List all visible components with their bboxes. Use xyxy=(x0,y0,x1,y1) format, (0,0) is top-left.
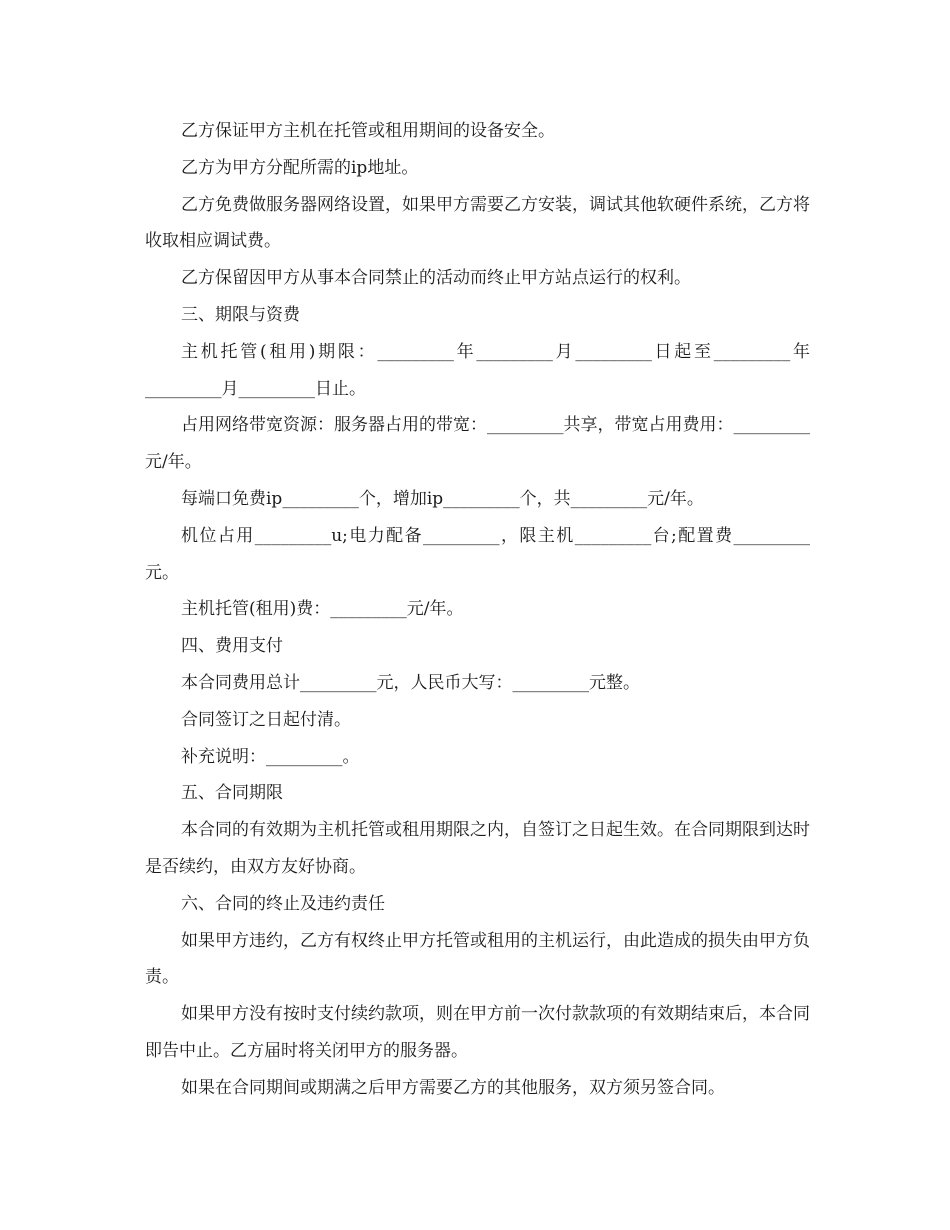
paragraph-hosting-period: 主机托管(租用)期限：_________年_________月_________日起至_________年_________月_________日止。 xyxy=(145,341,810,399)
section-heading-term-fees: 三、期限与资费 xyxy=(181,304,300,325)
paragraph-ip-allocation: 乙方为甲方分配所需的ip地址。 xyxy=(181,157,419,178)
paragraph-network-setup: 乙方免费做服务器网络设置，如果甲方需要乙方安装，调试其他软硬件系统，乙方将收取相应调试费。 xyxy=(145,194,810,252)
paragraph-termination-right: 乙方保留因甲方从事本合同禁止的活动而终止甲方站点运行的权利。 xyxy=(181,268,691,289)
paragraph-rack-power: 机位占用_________u;电力配备_________，限主机_________台;配置费_________元。 xyxy=(145,525,810,583)
section-heading-termination-liability: 六、合同的终止及违约责任 xyxy=(181,893,385,914)
paragraph-port-ip: 每端口免费ip_________个，增加ip_________个，共_________元/年。 xyxy=(181,488,704,509)
paragraph-payment-timing: 合同签订之日起付清。 xyxy=(181,709,351,730)
section-heading-payment: 四、费用支付 xyxy=(181,636,283,657)
paragraph-validity: 本合同的有效期为主机托管或租用期限之内，自签订之日起生效。在合同期限到达时是否续约，由双方友好协商。 xyxy=(145,820,810,877)
paragraph-equipment-safety: 乙方保证甲方主机在托管或租用期间的设备安全。 xyxy=(181,121,555,141)
document-body xyxy=(145,113,810,1107)
paragraph-hosting-fee: 主机托管(租用)费：_________元/年。 xyxy=(181,599,464,620)
paragraph-other-services: 如果在合同期间或期满之后甲方需要乙方的其他服务，双方须另签合同。 xyxy=(181,1077,725,1098)
section-heading-contract-term: 五、合同期限 xyxy=(181,783,283,804)
paragraph-total-cost: 本合同费用总计_________元，人民币大写：_________元整。 xyxy=(181,672,640,693)
paragraph-supplementary-note: 补充说明：_________。 xyxy=(181,746,360,767)
paragraph-breach-party-a: 如果甲方违约，乙方有权终止甲方托管或租用的主机运行，由此造成的损失由甲方负责。 xyxy=(145,930,810,988)
paragraph-late-renewal: 如果甲方没有按时支付续约款项，则在甲方前一次付款款项的有效期结束后，本合同即告中止。乙方届时将关闭甲方的服务器。 xyxy=(145,1004,810,1061)
paragraph-bandwidth: 占用网络带宽资源：服务器占用的带宽：_________共享，带宽占用费用：_________元/年。 xyxy=(145,415,810,473)
